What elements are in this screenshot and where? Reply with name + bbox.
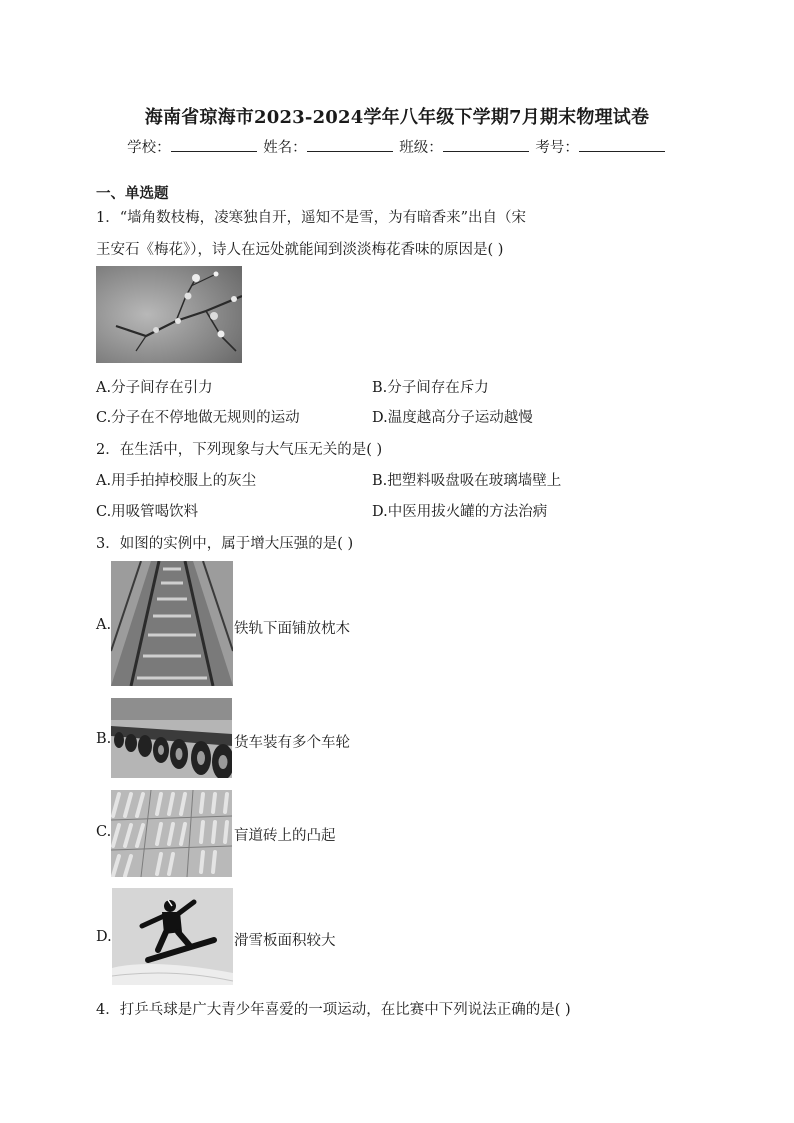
- q2-option-c[interactable]: C.用吸管喝饮料: [96, 504, 199, 520]
- number-label: 考号：: [535, 140, 579, 156]
- q4-line1: 4．打乒乓球是广大青少年喜爱的一项运动，在比赛中下列说法正确的是( ): [96, 1002, 571, 1018]
- q3-option-a-letter[interactable]: A.: [96, 617, 112, 633]
- tactile-paving-image: [111, 790, 232, 877]
- q3-line1: 3．如图的实例中，属于增大压强的是( ): [96, 536, 354, 552]
- q3-option-c-caption: 盲道砖上的凸起: [234, 828, 336, 844]
- section-heading: 一、单选题: [96, 185, 169, 202]
- number-blank[interactable]: [579, 137, 665, 152]
- exam-title: 海南省琼海市2023-2024学年八年级下学期7月期末物理试卷: [144, 107, 650, 128]
- school-label: 学校：: [127, 140, 171, 156]
- q1-option-a[interactable]: A.分子间存在引力: [96, 380, 213, 396]
- q3-option-a-caption: 铁轨下面铺放枕木: [234, 621, 350, 637]
- class-label: 班级：: [399, 140, 443, 156]
- q3-option-b-letter[interactable]: B.: [96, 731, 112, 747]
- q2-option-d[interactable]: D.中医用拔火罐的方法治病: [372, 504, 548, 520]
- name-blank[interactable]: [307, 137, 393, 152]
- school-blank[interactable]: [171, 137, 257, 152]
- railway-image: [111, 561, 233, 686]
- q1-option-c[interactable]: C.分子在不停地做无规则的运动: [96, 410, 300, 426]
- q2-option-b[interactable]: B.把塑料吸盘吸在玻璃墙壁上: [372, 473, 562, 489]
- class-blank[interactable]: [443, 137, 529, 152]
- name-label: 姓名：: [263, 140, 307, 156]
- q1-option-b[interactable]: B.分子间存在斥力: [372, 380, 489, 396]
- q1-line1: 1．“墙角数枝梅，凌寒独自开，遥知不是雪，为有暗香来”出自（宋: [96, 210, 527, 226]
- q1-line2: 王安石《梅花》），诗人在远处就能闻到淡淡梅花香味的原因是( ): [96, 242, 504, 258]
- truck-wheels-image: [111, 698, 232, 778]
- plum-blossom-image: [96, 266, 242, 363]
- q3-option-b-caption: 货车装有多个车轮: [234, 735, 350, 751]
- snowboarder-image: [112, 888, 233, 985]
- q3-option-d-caption: 滑雪板面积较大: [234, 933, 336, 949]
- q1-option-d[interactable]: D.温度越高分子运动越慢: [372, 410, 533, 426]
- q2-option-a[interactable]: A.用手拍掉校服上的灰尘: [96, 473, 257, 489]
- q3-option-d-letter[interactable]: D.: [96, 929, 112, 945]
- q3-option-c-letter[interactable]: C.: [96, 824, 112, 840]
- q2-line1: 2．在生活中，下列现象与大气压无关的是( ): [96, 442, 383, 458]
- student-info-row: [0, 136, 794, 157]
